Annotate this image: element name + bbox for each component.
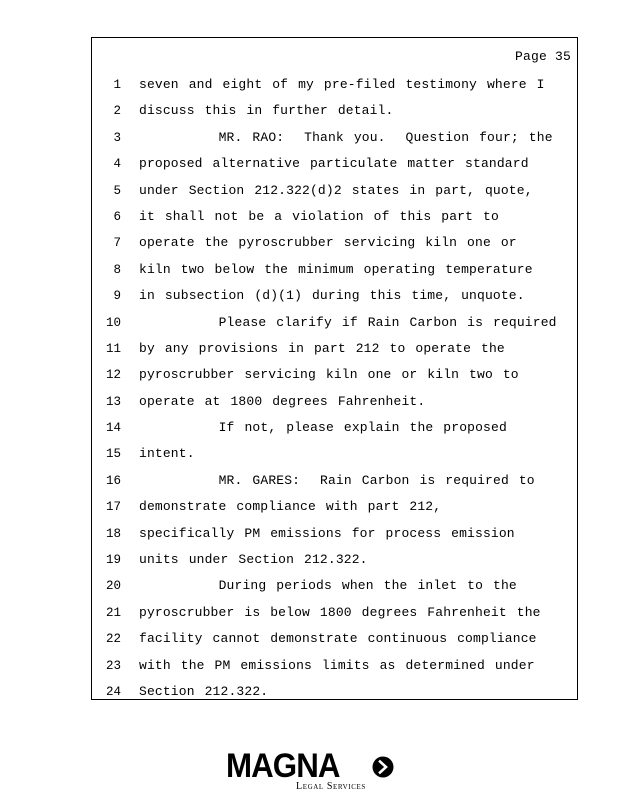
logo-wordmark: MAGNA (226, 747, 340, 785)
line-number: 3 (113, 130, 121, 145)
line-number: 10 (105, 315, 121, 330)
line-text: it shall not be a violation of this part to (139, 208, 499, 224)
line-number: 12 (105, 368, 121, 383)
line-text: MR. RAO: Thank you. Question four; the (139, 129, 553, 145)
line-number: 15 (105, 447, 121, 462)
line-text: operate the pyroscrubber servicing kiln one or (139, 235, 517, 251)
line-number: 17 (105, 500, 121, 515)
line-text: with the PM emissions limits as determined under (139, 657, 535, 673)
line-text: pyroscrubber is below 1800 degrees Fahrenheit the (139, 604, 541, 620)
line-number: 16 (105, 473, 121, 488)
line-text: by any provisions in part 212 to operate the (139, 340, 505, 356)
line-number: 11 (105, 341, 121, 356)
line-number: 1 (113, 78, 121, 92)
line-text: Please clarify if Rain Carbon is required (139, 314, 557, 330)
line-text: kiln two below the minimum operating temperature (139, 261, 533, 277)
line-number: 6 (113, 209, 121, 224)
line-number: 9 (113, 289, 121, 304)
line-text: discuss this in further detail. (139, 103, 394, 119)
magna-logo (226, 748, 396, 794)
line-text: proposed alternative particulate matter standard (139, 156, 529, 172)
line-number: 4 (113, 157, 121, 172)
line-number: 5 (113, 183, 121, 198)
line-number: 24 (105, 684, 121, 699)
line-number: 19 (105, 553, 121, 568)
line-text: demonstrate compliance with part 212, (139, 499, 442, 515)
line-number: 13 (105, 394, 121, 409)
line-text: MR. GARES: Rain Carbon is required to (139, 472, 535, 488)
line-number: 14 (105, 421, 121, 436)
line-text: facility cannot demonstrate continuous compliance (139, 631, 537, 647)
line-text: operate at 1800 degrees Fahrenheit. (139, 393, 426, 409)
line-number: 20 (105, 579, 121, 594)
line-text: seven and eight of my pre-filed testimony where I (139, 77, 545, 92)
line-text: pyroscrubber servicing kiln one or kiln two to (139, 367, 519, 383)
line-text: under Section 212.322(d)2 states in part, quote, (139, 182, 533, 198)
line-text: If not, please explain the proposed (139, 420, 507, 436)
line-number: 7 (113, 236, 121, 251)
line-number: 2 (113, 104, 121, 119)
line-text: in subsection (d)(1) during this time, unquote. (139, 288, 525, 304)
logo-subtitle: Legal Services (296, 781, 366, 792)
line-number: 8 (113, 262, 121, 277)
line-text: intent. (139, 446, 195, 462)
line-number: 22 (105, 632, 121, 647)
chevron-right-circle-icon (372, 756, 394, 778)
line-text: Section 212.322. (139, 683, 269, 699)
transcript-page (91, 37, 578, 700)
line-text: units under Section 212.322. (139, 552, 368, 568)
line-number: 18 (105, 526, 121, 541)
line-number: 23 (105, 658, 121, 673)
line-text: During periods when the inlet to the (139, 578, 517, 594)
line-number: 21 (105, 605, 121, 620)
line-text: specifically PM emissions for process emission (139, 525, 515, 541)
page-number: Page 35 (514, 49, 571, 64)
